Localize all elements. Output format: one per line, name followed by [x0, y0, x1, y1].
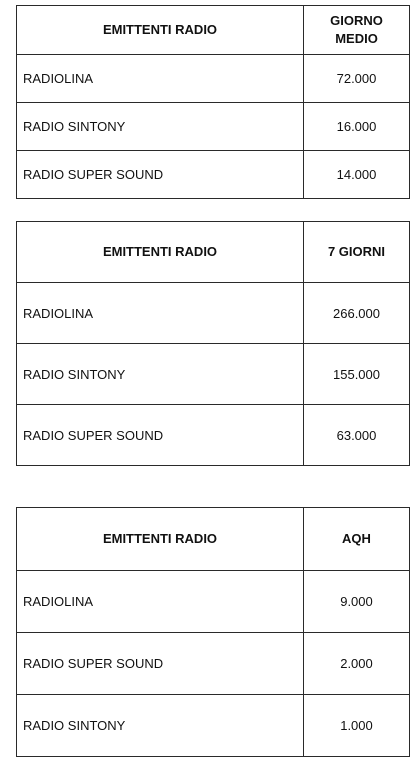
table-row	[17, 633, 410, 695]
table-row	[17, 405, 410, 466]
table-header-row	[17, 6, 410, 55]
table-row	[17, 344, 410, 405]
station-name: RADIOLINA	[17, 55, 304, 103]
table-header-row	[17, 222, 410, 283]
station-name: RADIO SUPER SOUND	[17, 633, 304, 695]
header-giorno-medio	[304, 6, 410, 55]
station-value: 16.000	[304, 103, 410, 151]
station-value: 72.000	[304, 55, 410, 103]
station-value: 9.000	[304, 571, 410, 633]
station-name: RADIO SINTONY	[17, 695, 304, 757]
station-name: RADIO SUPER SOUND	[17, 151, 304, 199]
table-row	[17, 571, 410, 633]
header-emittenti-radio: EMITTENTI RADIO	[17, 6, 304, 55]
table-row	[17, 695, 410, 757]
header-value-line: GIORNO	[330, 13, 383, 28]
table-row	[17, 103, 410, 151]
table-row	[17, 283, 410, 344]
header-value-line: 7 GIORNI	[327, 244, 386, 259]
station-value: 155.000	[304, 344, 410, 405]
station-name: RADIOLINA	[17, 283, 304, 344]
station-name: RADIO SINTONY	[17, 344, 304, 405]
station-name: RADIO SINTONY	[17, 103, 304, 151]
header-value-line: MEDIO	[335, 31, 378, 46]
station-name: RADIOLINA	[17, 571, 304, 633]
table-7-giorni	[16, 221, 410, 466]
table-header-row	[17, 508, 410, 571]
table-row	[17, 151, 410, 199]
station-value: 14.000	[304, 151, 410, 199]
table-giorno-medio	[16, 5, 410, 199]
header-value-line: AQH	[342, 531, 371, 546]
header-emittenti-radio: EMITTENTI RADIO	[17, 508, 304, 571]
station-value: 1.000	[304, 695, 410, 757]
table-row	[17, 55, 410, 103]
station-value: 2.000	[304, 633, 410, 695]
header-aqh	[304, 508, 410, 571]
station-value: 266.000	[304, 283, 410, 344]
station-value: 63.000	[304, 405, 410, 466]
header-7-giorni	[304, 222, 410, 283]
table-aqh	[16, 507, 410, 757]
header-emittenti-radio: EMITTENTI RADIO	[17, 222, 304, 283]
station-name: RADIO SUPER SOUND	[17, 405, 304, 466]
